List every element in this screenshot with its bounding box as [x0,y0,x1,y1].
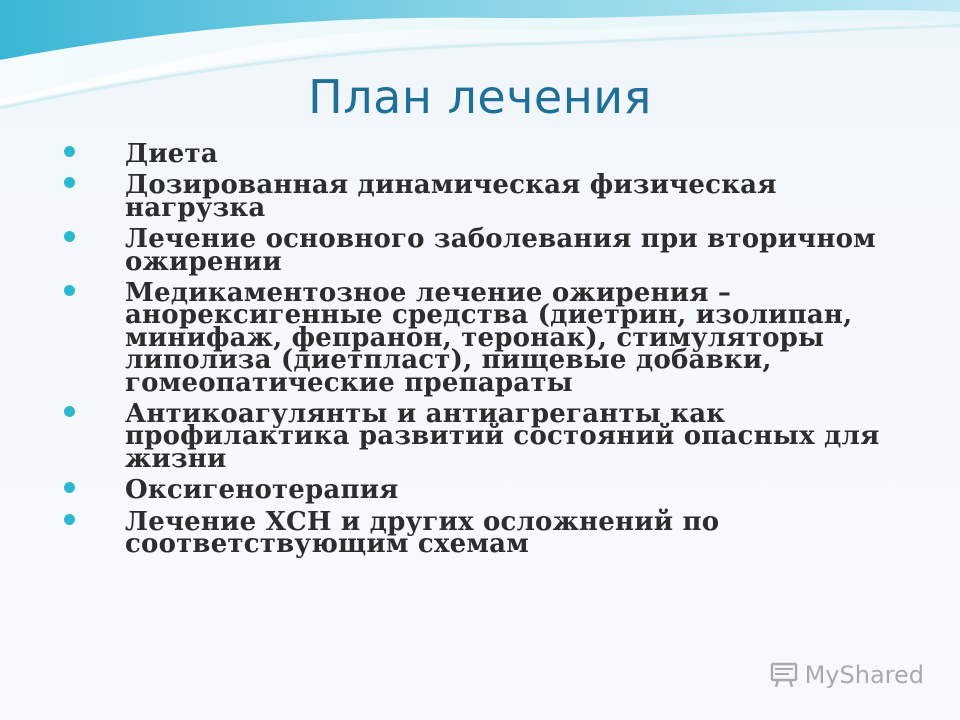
bullet-dot-icon [64,482,75,493]
bullet-dot-icon [64,231,75,242]
bullet-text: Медикаментозное лечение ожирения – анорексигенные средства (диетрин, изолипан, минифаж, фепранон, теронак), стимуляторы липолиза (диетпласт), пищевые добавки, гомеопатические препараты [125,278,853,398]
bullet-item [60,224,900,277]
slide-title: План лечения [308,70,652,124]
watermark-logo [769,660,924,690]
bullet-item [60,278,900,398]
bullet-dot-icon [64,514,75,525]
bullet-dot-icon [64,285,75,296]
watermark-text: MyShared [804,661,924,689]
bullet-item [60,506,900,560]
bullet-item [60,399,900,474]
bullet-list [60,139,900,565]
bullet-dot-icon [64,406,75,417]
bullet-dot-icon [64,146,75,157]
bullet-text: Диета [125,139,218,169]
bullet-text: Оксигенотерапия [125,475,399,506]
presentation-board-icon [769,660,799,690]
bullet-text: Антикоагулянты и антиагреганты как профилактика развитий состояний опасных для жизни [125,399,880,474]
bullet-text: Лечение основного заболевания при вторичном ожирении [125,224,876,277]
bullet-dot-icon [64,177,75,188]
bullet-item [60,475,900,506]
bullet-item [60,170,900,223]
bullet-text: Лечение ХСН и других осложнений по соответствующим схемам [125,506,720,560]
bullet-item [60,139,900,169]
bullet-text: Дозированная динамическая физическая нагрузка [125,170,777,223]
